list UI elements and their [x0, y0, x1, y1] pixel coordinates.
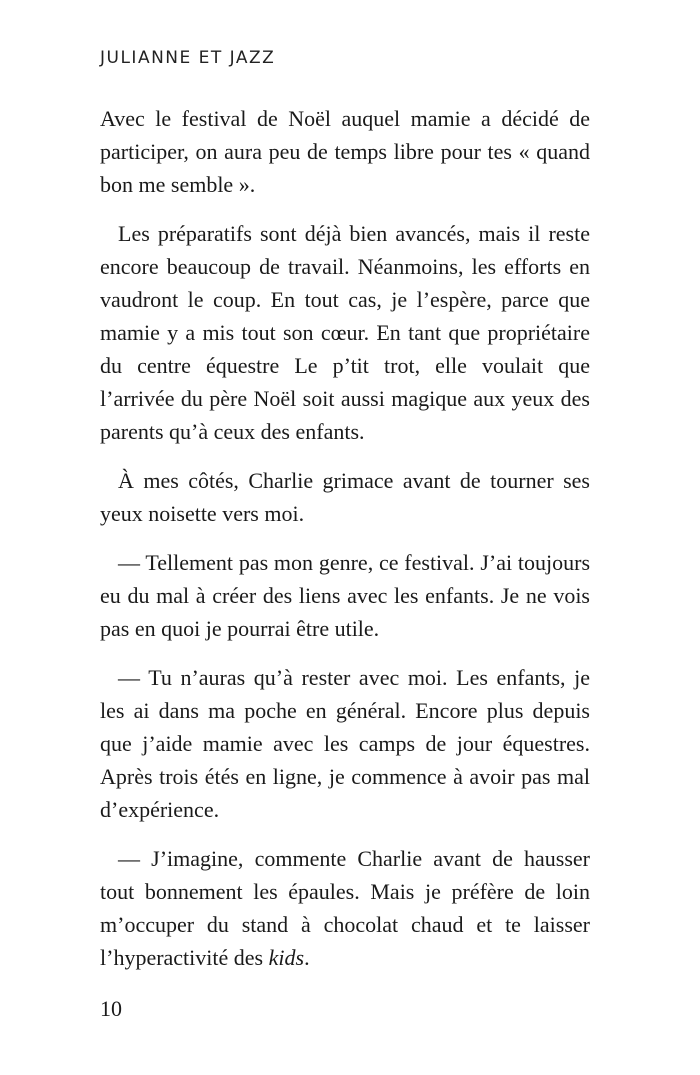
- page-number: 10: [100, 996, 122, 1021]
- paragraph: À mes côtés, Charlie grimace avant de tourner ses yeux noisette vers moi.: [100, 468, 590, 526]
- paragraph-text: — J’imagine, commente Charlie avant de hausser tout bonnement les épaules. Mais je préfère de loin m’occuper du stand à chocolat chaud et te laisser l’hyperactivité des: [100, 846, 590, 970]
- paragraph-text-end: .: [304, 945, 310, 970]
- paragraph: — Tellement pas mon genre, ce festival. J’ai toujours eu du mal à créer des liens avec les enfants. Je ne vois pas en quoi je pourrai être utile.: [100, 550, 590, 641]
- body-text: [100, 102, 590, 990]
- paragraph: Avec le festival de Noël auquel mamie a décidé de participer, on aura peu de temps libre pour tes « quand bon me semble ».: [100, 106, 590, 197]
- running-header: JULIANNE ET JAZZ: [100, 48, 276, 68]
- paragraph: [100, 842, 590, 974]
- paragraph: Les préparatifs sont déjà bien avancés, mais il reste encore beaucoup de travail. Néanmoins, les efforts en vaudront le coup. En tout cas, je l’espère, parce que mamie y a mis tout son cœur. En tant que propriétaire du centre équestre Le p’tit trot, elle voulait que l’arrivée du père Noël soit aussi magique aux yeux des parents qu’à ceux des enfants.: [100, 221, 590, 444]
- italic-word: kids: [268, 945, 305, 970]
- paragraph: — Tu n’auras qu’à rester avec moi. Les enfants, je les ai dans ma poche en général. Encore plus depuis que j’aide mamie avec les camps de jour équestres. Après trois étés en ligne, je commence à avoir pas mal d’expérience.: [100, 665, 590, 822]
